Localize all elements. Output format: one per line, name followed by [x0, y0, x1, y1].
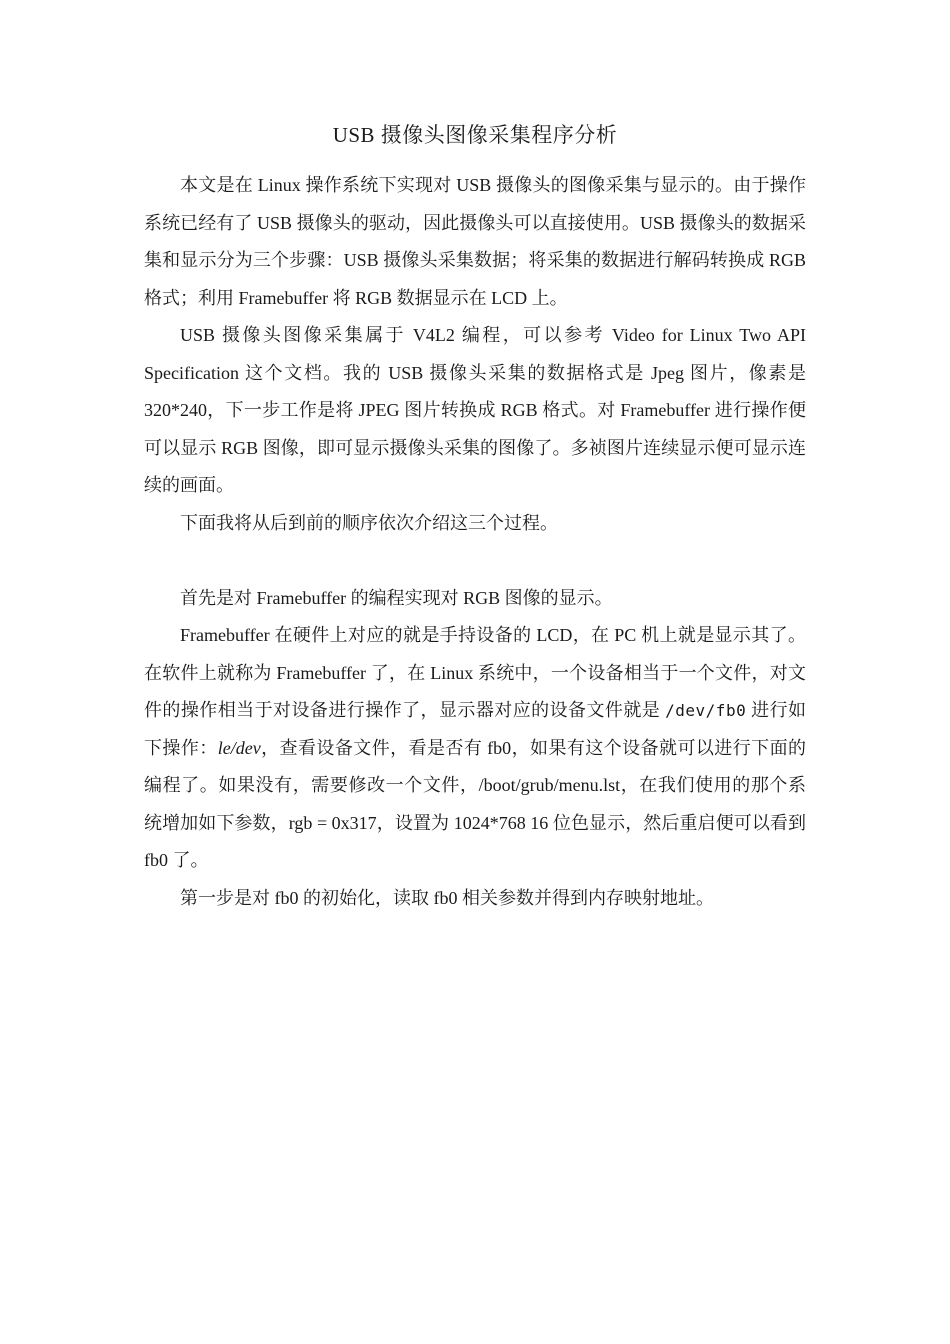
paragraph-order: 下面我将从后到前的顺序依次介绍这三个过程。	[180, 512, 558, 533]
paragraph-intro: 本文是在 Linux 操作系统下实现对 USB 摄像头的图像采集与显示的。由于操作系统已经有了 USB 摄像头的驱动，因此摄像头可以直接使用。USB 摄像头的数据采集和显示分为三个步骤：USB 摄像头采集数据；将采集的数据进行解码转换成 RGB 格式；利用 Framebuffer 将 RGB 数据显示在 LCD 上。	[144, 175, 806, 308]
document-title: USB 摄像头图像采集程序分析	[332, 123, 618, 147]
framebuffer-text-before: Framebuffer 在硬件上对应的就是手持设备的 LCD，在 PC 机上就是显示其了。在软件上就称为 Framebuffer 了，在 Linux 系统中，一个设备相当于一个文件，对文件的操作相当于对设备进行操作了，显示器对应的设备文件就是	[144, 625, 806, 720]
paragraph-v4l2: USB 摄像头图像采集属于 V4L2 编程，可以参考 Video for Linux Two API Specification 这个文档。我的 USB 摄像头采集的数据格式是 Jpeg 图片，像素是 320*240，下一步工作是将 JPEG 图片转换成 RGB 格式。对 Framebuffer 进行操作便可以显示 RGB 图像，即可显示摄像头采集的图像了。多祯图片连续显示便可显示连续的画面。	[144, 325, 806, 495]
framebuffer-text-tail: ，查看设备文件，看是否有 fb0，如果有这个设备就可以进行下面的编程了。如果没有，需要修改一个文件，/boot/grub/menu.lst，在我们使用的那个系统增加如下参数，rgb = 0x317，设置为 1024*768 16 位色显示，然后重启便可以看到 fb0 了。	[144, 737, 807, 870]
paragraph-step-one: 第一步是对 fb0 的初始化，读取 fb0 相关参数并得到内存映射地址。	[180, 887, 714, 908]
paragraph-framebuffer-detail	[144, 617, 806, 880]
italic-path-fragment: le/dev	[217, 737, 261, 758]
device-path-code: /dev/fb0	[665, 701, 747, 720]
paragraph-framebuffer-intro: 首先是对 Framebuffer 的编程实现对 RGB 图像的显示。	[180, 587, 613, 608]
framebuffer-text-after: 进行如下操作：	[144, 700, 807, 758]
document-body	[144, 167, 806, 917]
